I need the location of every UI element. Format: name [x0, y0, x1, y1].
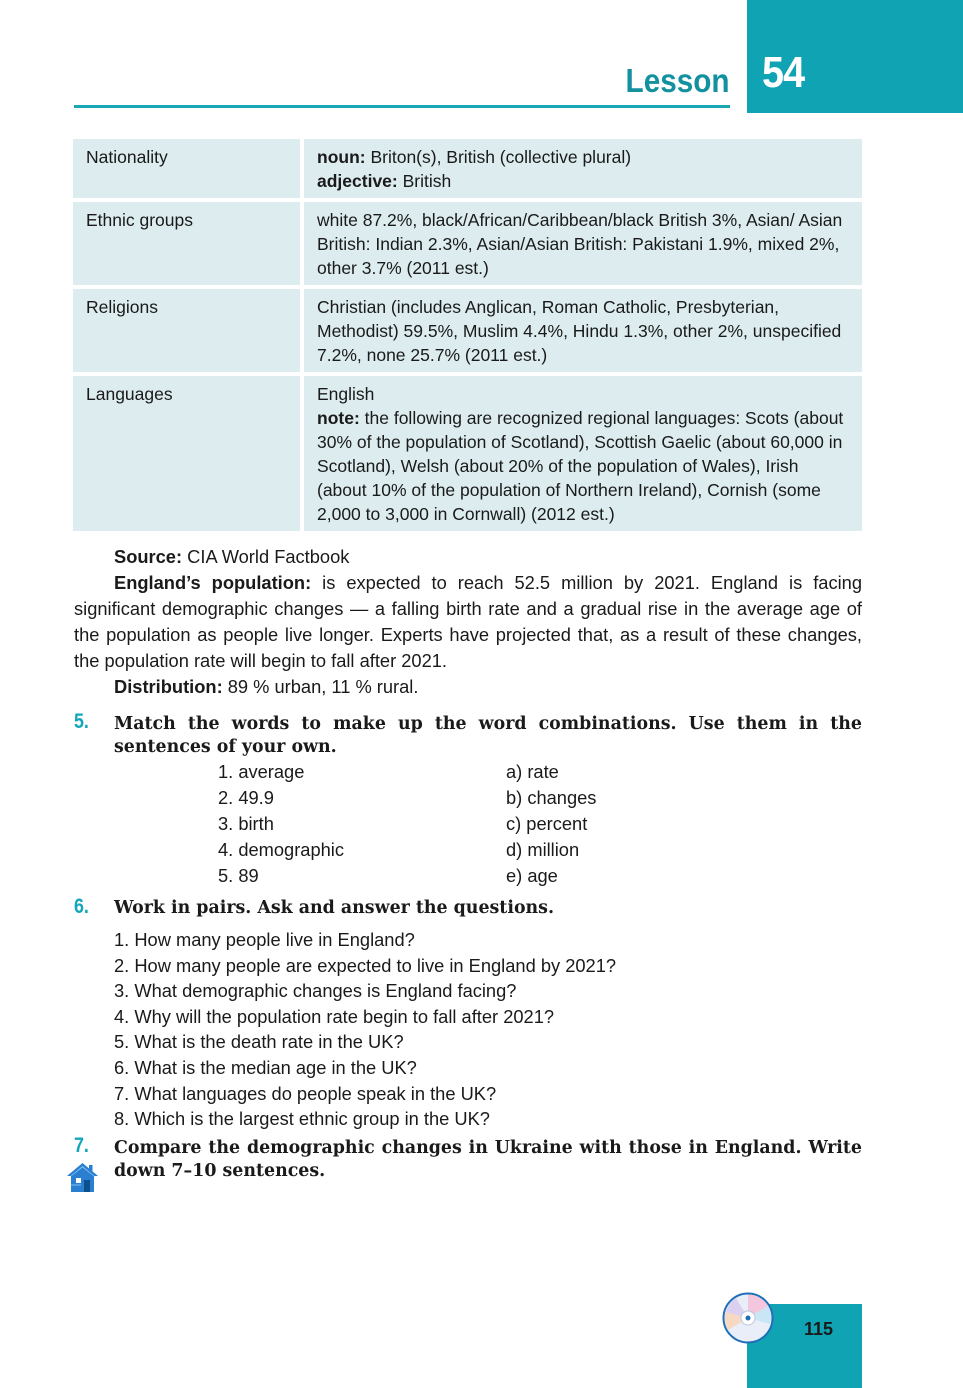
- fact-table: [73, 135, 862, 535]
- row-label: Nationality: [73, 139, 304, 198]
- exercise-5-title: Match the words to make up the word combinations. Use them in the sentences of your own.: [114, 714, 862, 757]
- exercise-5-number: 5.: [74, 710, 89, 733]
- question-item: 4. Why will the population rate begin to fall after 2021?: [114, 1005, 555, 1027]
- question-item: 5. What is the death rate in the UK?: [114, 1031, 404, 1053]
- question-item: 3. What demographic changes is England facing?: [114, 980, 517, 1002]
- match-right-item: c) percent: [506, 813, 588, 834]
- match-right-item: d) million: [506, 839, 580, 860]
- exercise-7-number: 7.: [74, 1134, 89, 1157]
- cd-disc-icon: [722, 1292, 774, 1344]
- row-label: Languages: [73, 376, 304, 531]
- table-row: [73, 289, 862, 372]
- lesson-number: 54: [762, 48, 805, 97]
- match-right-item: e) age: [506, 865, 558, 886]
- row-label: Ethnic groups: [73, 202, 304, 285]
- match-left-item: 3. birth: [218, 813, 274, 834]
- exercise-6-title: Work in pairs. Ask and answer the questions.: [114, 898, 555, 918]
- question-item: 8. Which is the largest ethnic group in the UK?: [114, 1108, 490, 1130]
- match-right-item: b) changes: [506, 787, 597, 808]
- row-label: Religions: [73, 289, 304, 372]
- table-row: [73, 139, 862, 198]
- lesson-title: Lesson: [626, 62, 730, 99]
- row-value: noun: Briton(s), British (collective plural) adjective: British: [304, 139, 862, 198]
- table-row: [73, 376, 862, 531]
- match-right-item: a) rate: [506, 761, 559, 782]
- match-left-item: 5. 89: [218, 865, 259, 886]
- header-rule: [74, 105, 730, 108]
- question-list: [114, 927, 616, 1132]
- row-value: English note: the following are recognized regional languages: Scots (about 30% of the population of Scotland), Scottish Gaelic (about 60,000 in Scotland), Welsh (about 20% of the population of Wales), Irish (about 10% of the population of Northern Ireland), Cornish (some 2,000 to 3,000 in Cornwall) (2012 est.): [304, 376, 862, 531]
- question-item: 1. How many people live in England?: [114, 929, 415, 950]
- population-paragraph: England’s population: is expected to reach 52.5 million by 2021. England is facing significant demographic changes — a falling birth rate and a gradual rise in the average age of the population as people live longer. Experts have projected that, as a result of these changes, the population rate will begin to fall after 2021.: [74, 572, 862, 671]
- row-value: white 87.2%, black/African/Caribbean/black British 3%, Asian/ Asian British: Indian 2.3%, Asian/Asian British: Pakistani 1.9%, mixed 2%, other 3.7% (2011 est.): [304, 202, 862, 285]
- exercise-6-number: 6.: [74, 895, 89, 918]
- match-left-item: 4. demographic: [218, 839, 345, 860]
- match-left-item: 1. average: [218, 761, 305, 782]
- row-value: Christian (includes Anglican, Roman Catholic, Presbyterian, Methodist) 59.5%, Muslim 4.4%, Hindu 1.3%, other 2%, unspecified 7.2%, none 25.7% (2011 est.): [304, 289, 862, 372]
- page-number: 115: [804, 1319, 834, 1339]
- source-line: Source: CIA World Factbook: [114, 546, 350, 567]
- match-left-item: 2. 49.9: [218, 787, 274, 808]
- home-icon: [66, 1161, 99, 1193]
- exercise-7-title: Compare the demographic changes in Ukraine with those in England. Write down 7–10 sentences.: [114, 1138, 862, 1181]
- question-item: 6. What is the median age in the UK?: [114, 1056, 417, 1078]
- question-item: 7. What languages do people speak in the UK?: [114, 1082, 497, 1104]
- question-item: 2. How many people are expected to live in England by 2021?: [114, 954, 617, 976]
- distribution-line: Distribution: 89 % urban, 11 % rural.: [114, 676, 419, 697]
- table-row: [73, 202, 862, 285]
